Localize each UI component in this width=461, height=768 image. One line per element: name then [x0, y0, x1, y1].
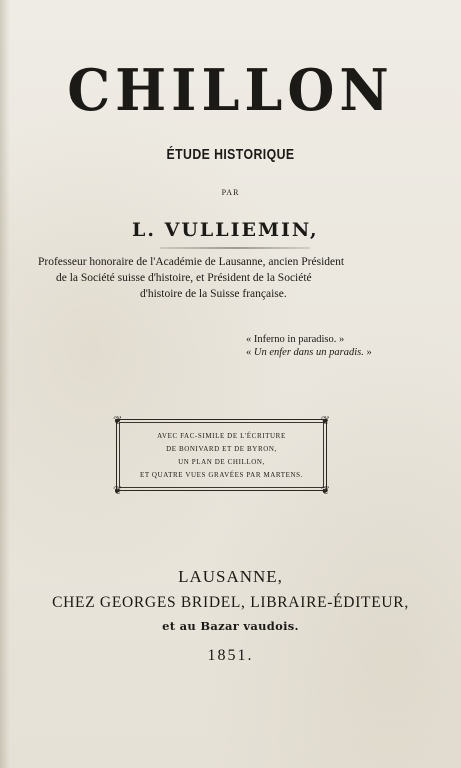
corner-ornament-icon: ❦	[320, 414, 330, 427]
corner-ornament-icon: ❦	[113, 414, 123, 427]
epigraph-french: « Un enfer dans un paradis. »	[246, 347, 372, 358]
author-affiliation-line: d'histoire de la Suisse française.	[140, 288, 287, 300]
book-subtitle: ÉTUDE HISTORIQUE	[166, 146, 295, 163]
corner-ornament-icon: ❦	[113, 484, 123, 497]
illustrations-line: DE BONIVARD ET DE BYRON,	[166, 445, 277, 453]
by-line: PAR	[221, 188, 240, 197]
imprint-city: LAUSANNE,	[178, 567, 283, 586]
imprint-year: 1851.	[207, 647, 254, 664]
illustrations-line: ET QUATRE VUES GRAVÉES PAR MARTENS.	[139, 471, 304, 479]
imprint-bazar: et au Bazar vaudois.	[162, 619, 299, 633]
author-affiliation-line: de la Société suisse d'histoire, et Président de la Société	[56, 272, 312, 284]
illustrations-line: AVEC FAC-SIMILE DE L'ÉCRITURE	[157, 432, 286, 440]
epigraph-french-italic: Un enfer dans un paradis.	[253, 347, 364, 358]
author-name: L. VULLIEMIN,	[132, 219, 319, 241]
author-underline	[160, 247, 310, 249]
illustrations-line: UN PLAN DE CHILLON,	[178, 458, 265, 466]
author-affiliation-line: Professeur honoraire de l'Académie de Lausanne, ancien Président	[38, 256, 345, 268]
corner-ornament-icon: ❦	[320, 484, 330, 497]
book-title: CHILLON	[67, 56, 394, 124]
epigraph-latin: « Inferno in paradiso. »	[246, 334, 345, 345]
illustrations-frame	[113, 414, 330, 497]
imprint-publisher: CHEZ GEORGES BRIDEL, LIBRAIRE-ÉDITEUR,	[52, 594, 409, 611]
